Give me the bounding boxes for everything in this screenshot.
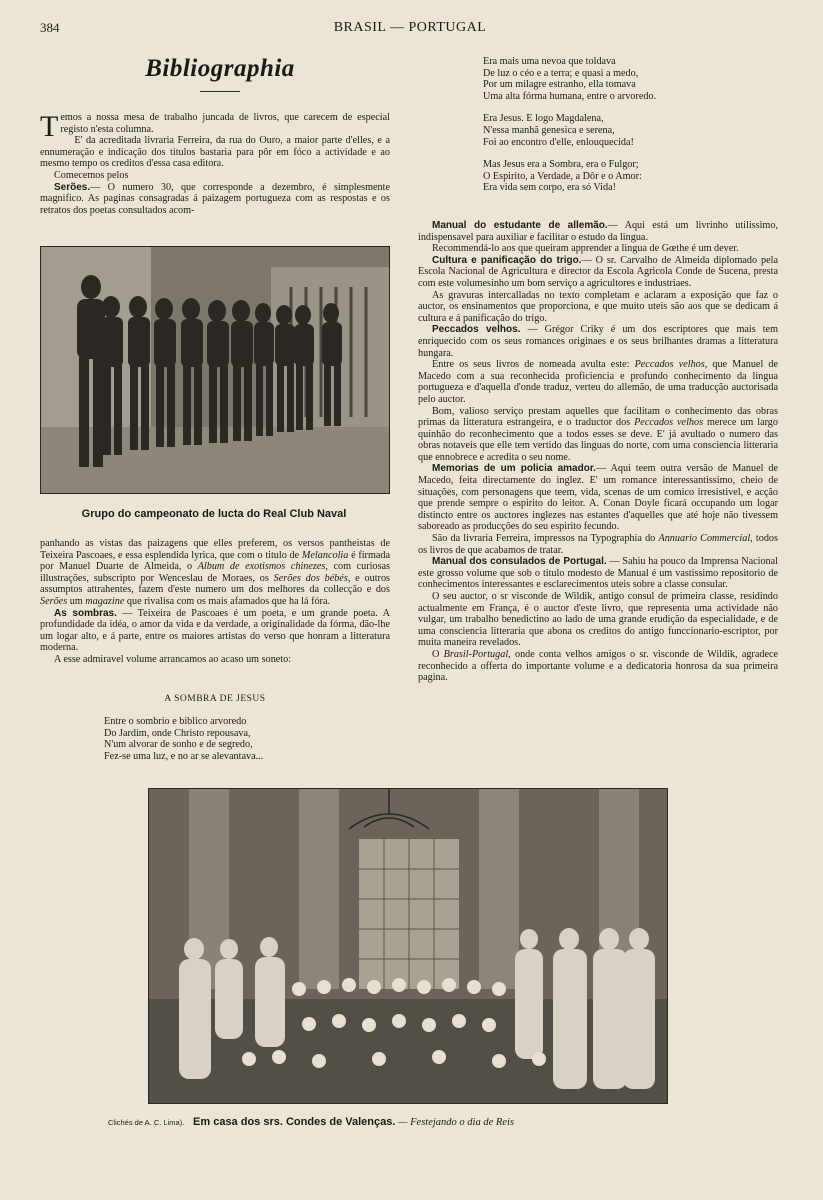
italic-title: Peccados velhos — [634, 359, 705, 371]
photo-caption-italic: — Festejando o dia de Reis — [398, 1117, 514, 1128]
paragraph: — O numero 30, que corresponde a dezembro, é simplesmente magnifico. As paginas consagradas á paizagem portugueza com as respostas e os retratos dos poetas consultados acom- — [40, 181, 390, 216]
italic-title: Brasil-Portugal — [443, 648, 509, 660]
paragraph: — Grégor Criky é um dos escriptores que mais tem enriquecido com os seus romances originaes e os seus brilhantes dramas a litteratura hungara. — [418, 324, 778, 359]
italic-title: Melancolia — [301, 549, 349, 561]
italic-title: Album de exotismos chinezes — [197, 561, 326, 573]
section-heading: Serões. — [54, 181, 91, 193]
paragraph: A esse admiravel volume arrancamos ao acaso um soneto: — [54, 653, 292, 665]
poem-stanza — [483, 113, 783, 148]
poem-line: Era vida sem corpo, era só Vida! — [483, 182, 617, 194]
text-run: é firmada por Manuel Duarte de Almeida, o — [40, 549, 391, 573]
poem-stanza — [104, 716, 394, 762]
right-column — [418, 220, 778, 684]
poem-line: Era Jesus. E logo Magdalena, — [483, 113, 604, 125]
photo-caption: Grupo do campeonato de lucta do Real Club Naval — [81, 508, 347, 520]
section-heading: Peccados velhos. — [432, 324, 521, 336]
text-run: Entre os seus livros de nomeada avulta este: — [432, 359, 635, 371]
paragraph: O seu auctor, o sr visconde de Wildik, antigo consul de primeira classe, residindo actualmente em França, é o auctor d'este livro, que representa uma actividade não vulgar, um trabalho benedictino ao lado de uma grande erudição da especialidade, e de uma consciencia litteraria que abona os creditos do antigo funccionario-escriptor, por muita maneira revelados. — [418, 591, 778, 649]
poem-line: Do Jardim, onde Christo repousava, — [104, 727, 251, 739]
paragraph: — Aqui está um livrinho utilissimo, indispensavel para auxiliar e facilitar o estudo da lingua. — [418, 220, 779, 243]
drop-cap: T — [40, 110, 59, 143]
section-heading: As sombras. — [54, 607, 117, 619]
text-run: São da livraria Ferreira, impressos na Typographia do — [432, 533, 659, 545]
poem-line: Foi ao encontro d'elle, enlouquecida! — [483, 136, 634, 148]
paragraph: Comecemos pelos — [54, 169, 129, 181]
poem-continuation — [483, 56, 783, 194]
italic-title: Peccados velhos — [634, 417, 704, 429]
poem-title: A SOMBRA DE JESUS — [164, 694, 266, 704]
photo-caption-row — [108, 1116, 708, 1132]
paragraph: E' da acreditada livraria Ferreira, da rua do Ouro, a maior parte d'elles, e a ennumeração e indicação dos titulos bastaria para pôr em fóco a actividade e ao mesmo tempo os creditos d'essa casa editora. — [40, 135, 390, 170]
title-rule — [200, 91, 240, 92]
italic-title: Annuario Commercial — [658, 533, 751, 545]
text-run: um — [67, 595, 86, 607]
italic-title: magazine — [85, 595, 125, 607]
italic-title: Serões dos bébés — [273, 572, 348, 584]
text-run: , onde conta velhos amigos o sr. visconde de Wildik, agradece reconhecido a offerta do importante volume e a dedicatoria honrosa da sua primeira pagina. — [418, 648, 779, 684]
running-title: BRASIL — PORTUGAL — [333, 20, 487, 35]
text-run: que rivalisa com os mais afamados que ha lá fóra. — [124, 595, 331, 607]
photo-illustration — [149, 789, 667, 1103]
section-title: Bibliographia — [145, 55, 295, 82]
poem-line: Por um milagre estranho, ella tomava — [483, 79, 636, 91]
text-run: merece um largo quinhão do reconhecimento que a todos esses se deve. E' já avultado o numero das obras notaveis que elle tem vertido das linguas do norte, com uma consciencia litteraria que ennobrece e acredita o seu nome. — [418, 417, 778, 463]
text-run: O — [432, 648, 444, 660]
poem-title-wrap — [40, 694, 390, 708]
text-run: panhando as vistas das paizagens que elles preferem, os versos pantheistas de Teixeira Pascoaes, e essa esplendida lyrica, que com o titulo de — [40, 538, 390, 561]
poem-line: N'um alvorar de sonho e de segredo, — [104, 739, 253, 751]
section-heading: Cultura e panificação do trigo. — [432, 254, 582, 266]
paragraph: As gravuras intercalladas no texto completam e aclaram a exposição que faz o auctor, os ensinamentos que proporciona, e que muito uteis são aos que se dedicam á cultura e á panificação do trigo. — [418, 289, 778, 324]
poem-line: Era mais uma nevoa que toldava — [483, 56, 616, 67]
left-column-bottom — [40, 538, 390, 666]
poem-stanza — [483, 159, 783, 194]
poem-line: De luz o céo e a terra; e quasi a medo, — [483, 67, 639, 79]
poem-stanza — [483, 56, 783, 102]
paragraph: — Sahiu ha pouco da Imprensa Nacional este grosso volume que sob o titulo modesto de Manual é um vastissimo repositorio de conhecimentos interessantes e esclarecimentos uteis sobre a classe consular. — [418, 556, 778, 591]
photo-caption: Em casa dos srs. Condes de Valenças. — [193, 1116, 396, 1128]
paragraph: — Aqui teem outra versão de Manuel de Macedo, feita directamente do inglez. E' um romance interessantissimo, cheio de situações, com personagens que teem, vida, scenas de um comico irresistivel, e acção que prende sempre o espirito do leitor. A. Conan Doyle ficará occupando um logar distincto entre os auctores inglezes nas estantes d'aquelles que até hoje não tivessem saboreado as producções do seu espirito fecundo. — [418, 463, 778, 533]
intro-paragraph: emos a nossa mesa de trabalho juncada de livros, que carecem de especial registo n'esta columna. — [60, 112, 390, 135]
text-run: , que Manuel de Macedo com a sua reconhecida proficiencia e profundo conhecimento da lingua portugueza e d'aquella d'onde traduz, verteu do allemão, de uma traducção auctorisada pelo auctor. — [418, 359, 778, 405]
poem-line: Entre o sombrio e biblico arvoredo — [104, 716, 247, 727]
paragraph: Recommendá-lo aos que queiram apprender a lingua de Gœthe é um dever. — [432, 243, 739, 255]
poem-line: Mas Jesus era a Sombra, era o Fulgor; — [483, 159, 639, 171]
poem-line: Fez-se uma luz, e no ar se alevantava... — [104, 750, 264, 762]
page-number: 384 — [40, 20, 60, 35]
photo-illustration — [41, 247, 389, 493]
section-heading: Manual do estudante de allemão. — [432, 220, 608, 231]
poem-line: N'essa manhã genesica e serena, — [483, 124, 615, 136]
text-run: , e outros assumptos attrahentes, fazem d'este numero um dos melhores da collecção e dos — [40, 572, 391, 596]
paragraph: — O sr. Carvalho de Almeida diplomado pela Escola Nacional de Agricultura e director da Escola Agricola Conde de Sucena, presta com este volumesinho um bom serviço a agricultores e industriaes. — [418, 254, 779, 289]
text-run: , com curiosas illustrações, subscripto por Wenceslau de Moraes, os — [40, 561, 390, 584]
poem-line: Uma alta fórma humana, entre o arvoredo. — [483, 90, 657, 102]
page-header — [40, 20, 780, 38]
left-column-top — [40, 112, 390, 216]
paragraph: — Teixeira de Pascoaes é um poeta, e um grande poeta. A profundidade da idéa, o amor da vida e da verdade, a originalidade da fórma, dão-lhe um logar alto, e á parte, entre os maiores artistas do verso que honram a litteratura moderna. — [40, 607, 390, 654]
text-run: Bom, valioso serviço prestam aquelles que facilitam o conhecimento das obras primas da litteratura estrangeira, e o traductor dos — [418, 405, 778, 429]
text-run: , todos os livros de que acabamos de tratar. — [418, 533, 778, 556]
valencas-reception-photo — [148, 788, 668, 1104]
photo-credit: Clichés de A. C. Lima). — [108, 1118, 185, 1127]
wrestling-team-photo — [40, 246, 390, 494]
poem-line: O Espirito, a Verdade, a Dôr e o Amor: — [483, 170, 642, 182]
section-heading: Memorias de um policia amador. — [432, 463, 596, 475]
section-heading: Manual dos consulados de Portugal. — [432, 556, 607, 568]
italic-title: Serões — [40, 595, 68, 607]
